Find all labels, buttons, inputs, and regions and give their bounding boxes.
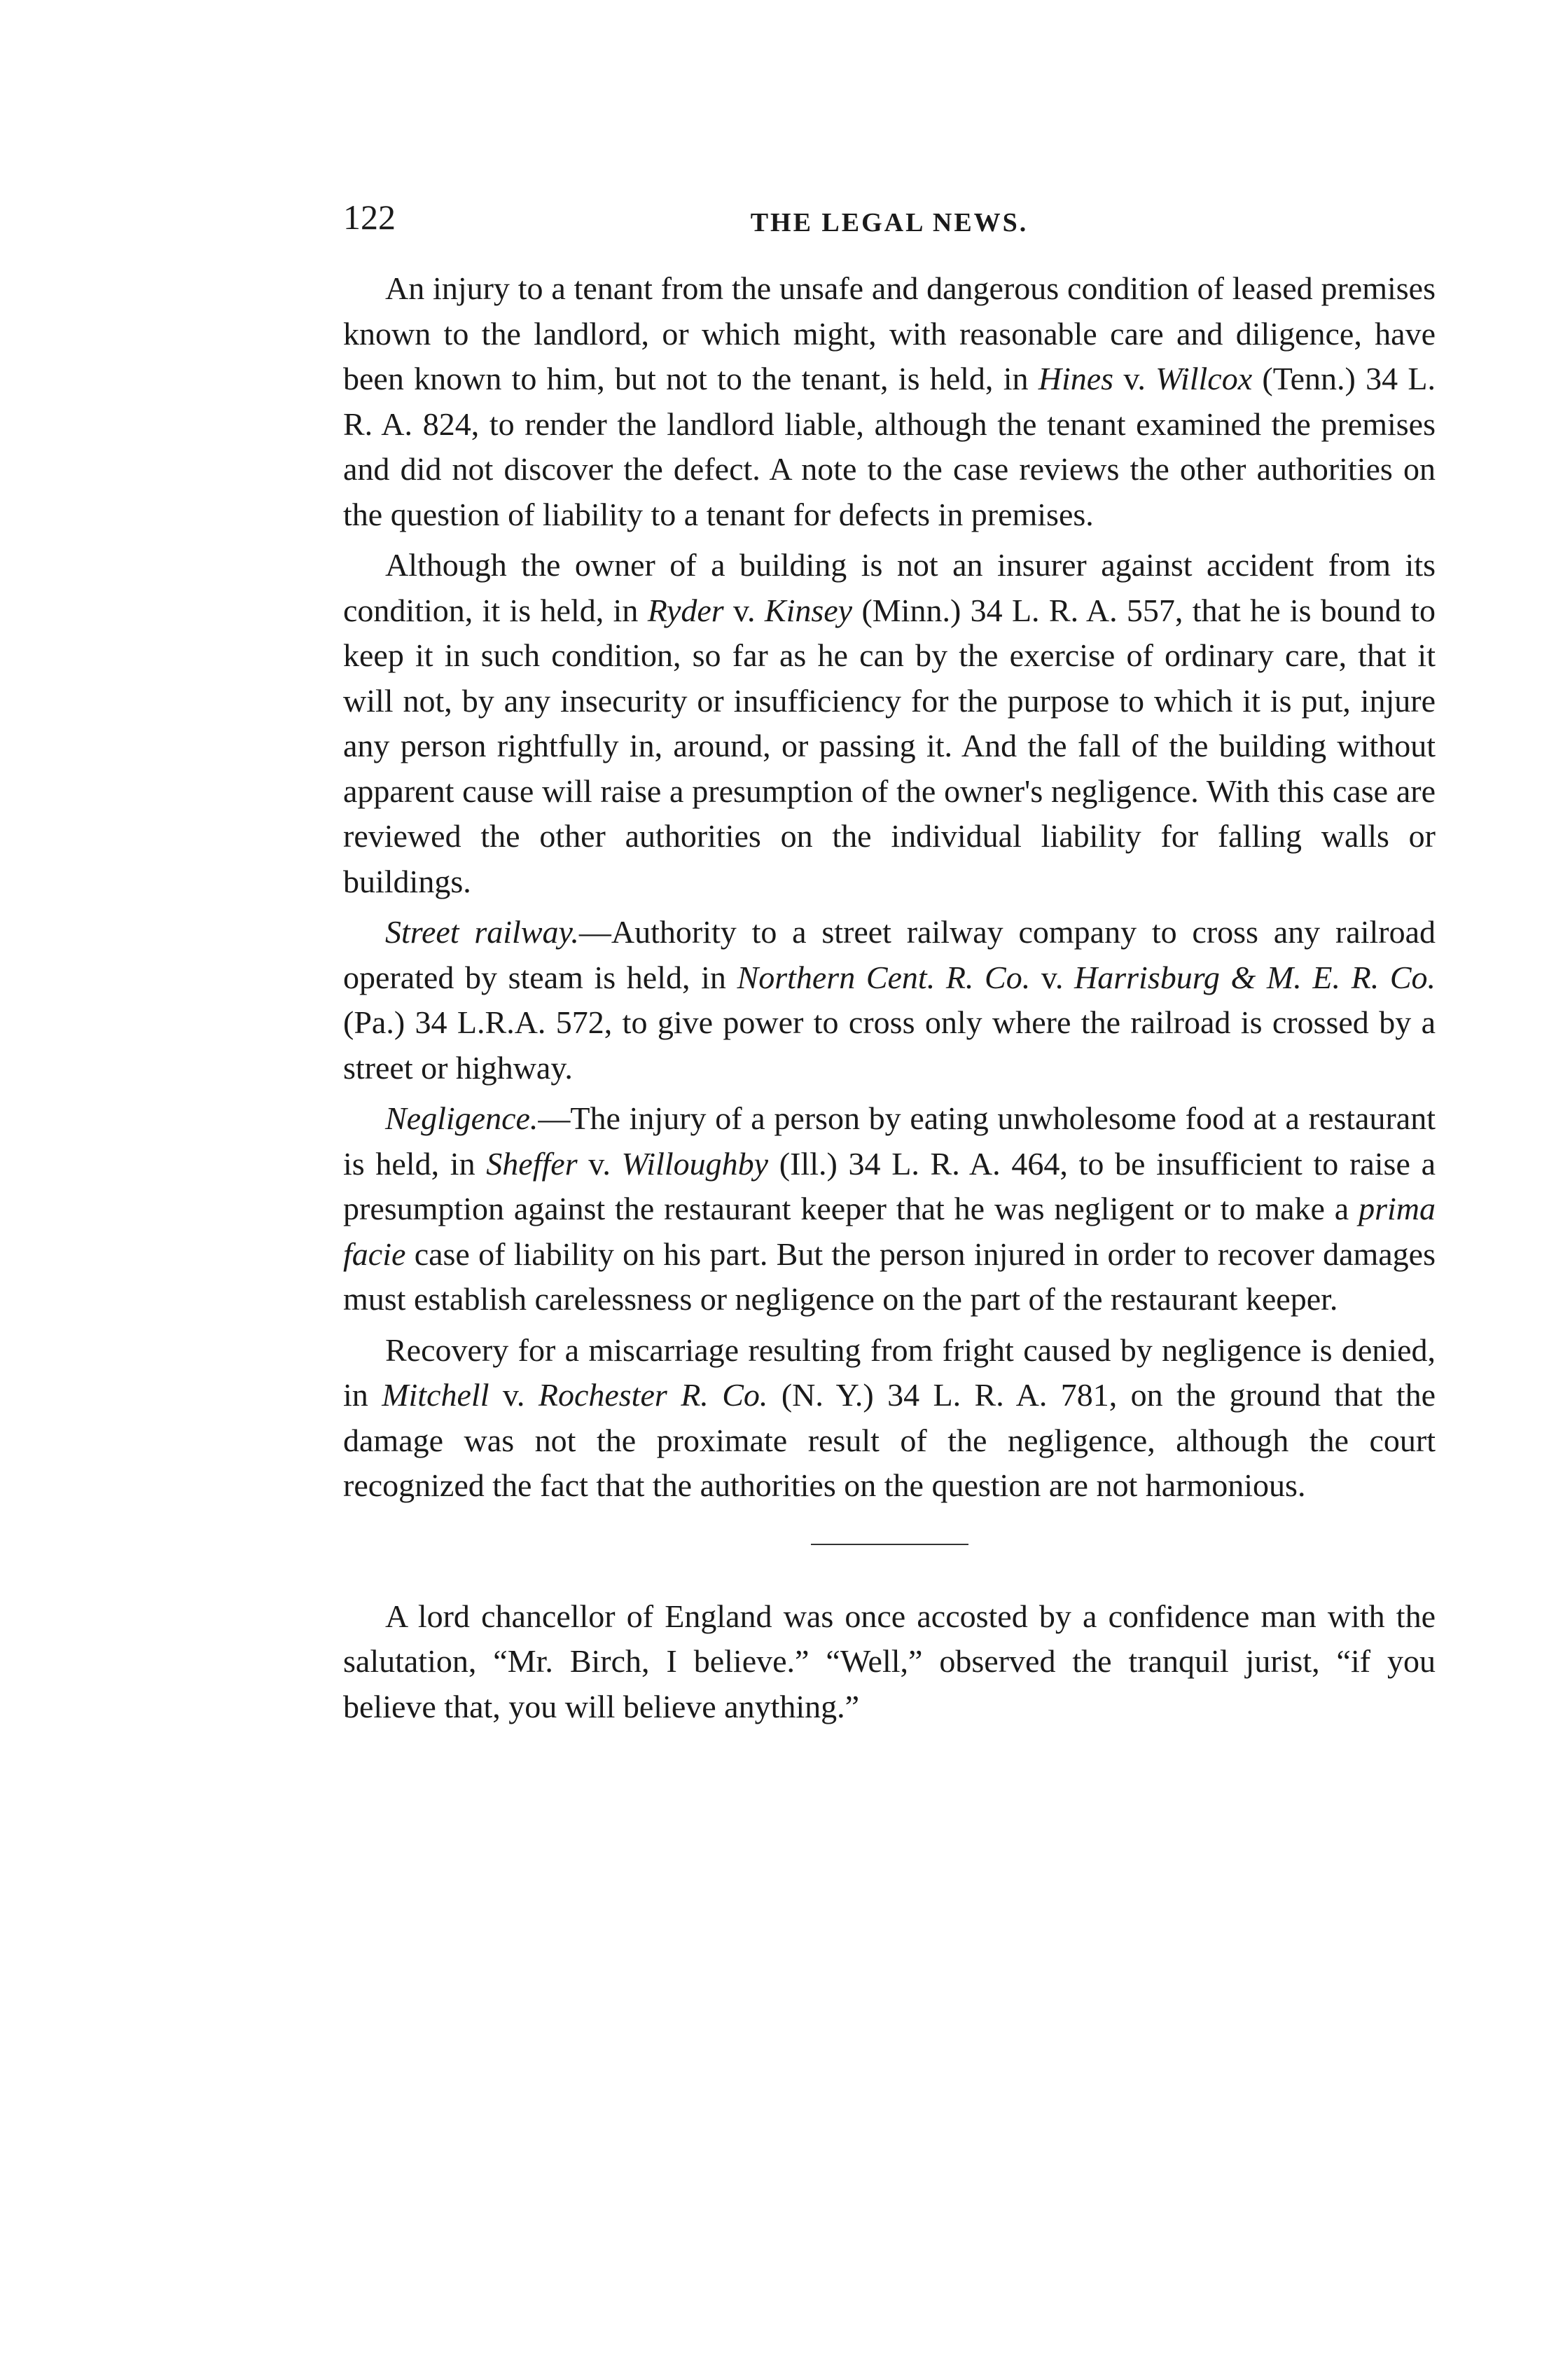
text-run: v. <box>577 1145 622 1182</box>
text-run: (N. Y.) 34 L. R. A. 781, on the ground that the damage was not the proximate result of the negligence, although the court recognized the fact that the authorities on the question are not harmonious. <box>343 1377 1436 1503</box>
italic-text-run: Northern Cent. R. Co. <box>737 959 1031 995</box>
italic-text-run: Harrisburg & M. E. R. Co. <box>1074 959 1436 995</box>
paragraph <box>343 1096 1436 1322</box>
text-run: v. <box>489 1377 539 1413</box>
paragraph <box>343 910 1436 1091</box>
italic-text-run: Sheffer <box>486 1145 578 1182</box>
text-run: v. <box>1113 361 1156 396</box>
paragraph <box>343 266 1436 537</box>
text-run: Although the owner of a building is not an insurer against accident from its condition, it is held, in <box>343 547 1436 628</box>
italic-text-run: Hines <box>1038 361 1114 396</box>
article-body <box>343 266 1436 1509</box>
text-run: —Authority to a street railway company to cross any railroad operated by steam is held, in <box>343 914 1436 995</box>
italic-text-run: Negligence. <box>385 1100 539 1136</box>
text-run: —The injury of a person by eating unwholesome food at a restaurant is held, in <box>343 1100 1436 1182</box>
italic-text-run: Kinsey <box>764 592 853 628</box>
text-run: (Tenn.) 34 L. R. A. 824, to render the landlord liable, although the tenant examined the premises and did not discover the defect. A note to the case reviews the other authorities on the question of liability to a tenant for defects in premises. <box>343 361 1436 532</box>
italic-text-run: Willoughby <box>621 1145 769 1182</box>
paragraph <box>343 543 1436 904</box>
running-title: THE LEGAL NEWS. <box>750 208 1029 237</box>
text-run: Recovery for a miscarriage resulting from fright caused by negligence is denied, in <box>343 1331 1436 1413</box>
text-run: (Ill.) 34 L. R. A. 464, to be insufficient to raise a presumption against the restaurant keeper that he was negligent or to make a <box>343 1145 1436 1226</box>
italic-text-run: Ryder <box>647 592 724 628</box>
text-run: (Pa.) 34 L.R.A. 572, to give power to cross only where the railroad is crossed by a street or highway. <box>343 1004 1436 1086</box>
paragraph <box>343 1328 1436 1509</box>
text-run: (Minn.) 34 L. R. A. 557, that he is bound to keep it in such condition, so far as he can by the exercise of ordinary care, that it will not, by any insecurity or insufficiency for the purpose to which it is put, injure any person rightfully in, around, or passing it. And the fall of the building without apparent cause will raise a presumption of the owner's negligence. With this case are reviewed the other authorities on the individual liability for falling walls or buildings. <box>343 592 1436 899</box>
text-run: An injury to a tenant from the unsafe and dangerous condition of leased premises known to the landlord, or which might, with reasonable care and diligence, have been known to him, but not to the tenant, is held, in <box>343 270 1436 396</box>
section-divider <box>811 1544 968 1545</box>
text-run: v. <box>723 592 765 628</box>
text-run: case of liability on his part. But the person injured in order to recover damages must establish carelessness or negligence on the part of the restaurant keeper. <box>343 1236 1436 1317</box>
italic-text-run: Street railway. <box>385 914 579 950</box>
text-run: v. <box>1030 959 1075 995</box>
italic-text-run: Willcox <box>1155 361 1253 396</box>
italic-text-run: prima facie <box>343 1191 1436 1272</box>
anecdote <box>343 1594 1436 1730</box>
italic-text-run: Mitchell <box>382 1377 489 1413</box>
italic-text-run: Rochester R. Co. <box>538 1377 768 1413</box>
page-header <box>343 189 1436 245</box>
page-number: 122 <box>343 198 396 237</box>
anecdote-text: A lord chancellor of England was once accosted by a confidence man with the salutation, “Mr. Birch, I believe.” “Well,” observed the tranquil jurist, “if you believe that, you will believe anything.” <box>343 1598 1436 1724</box>
page <box>343 189 1436 1729</box>
